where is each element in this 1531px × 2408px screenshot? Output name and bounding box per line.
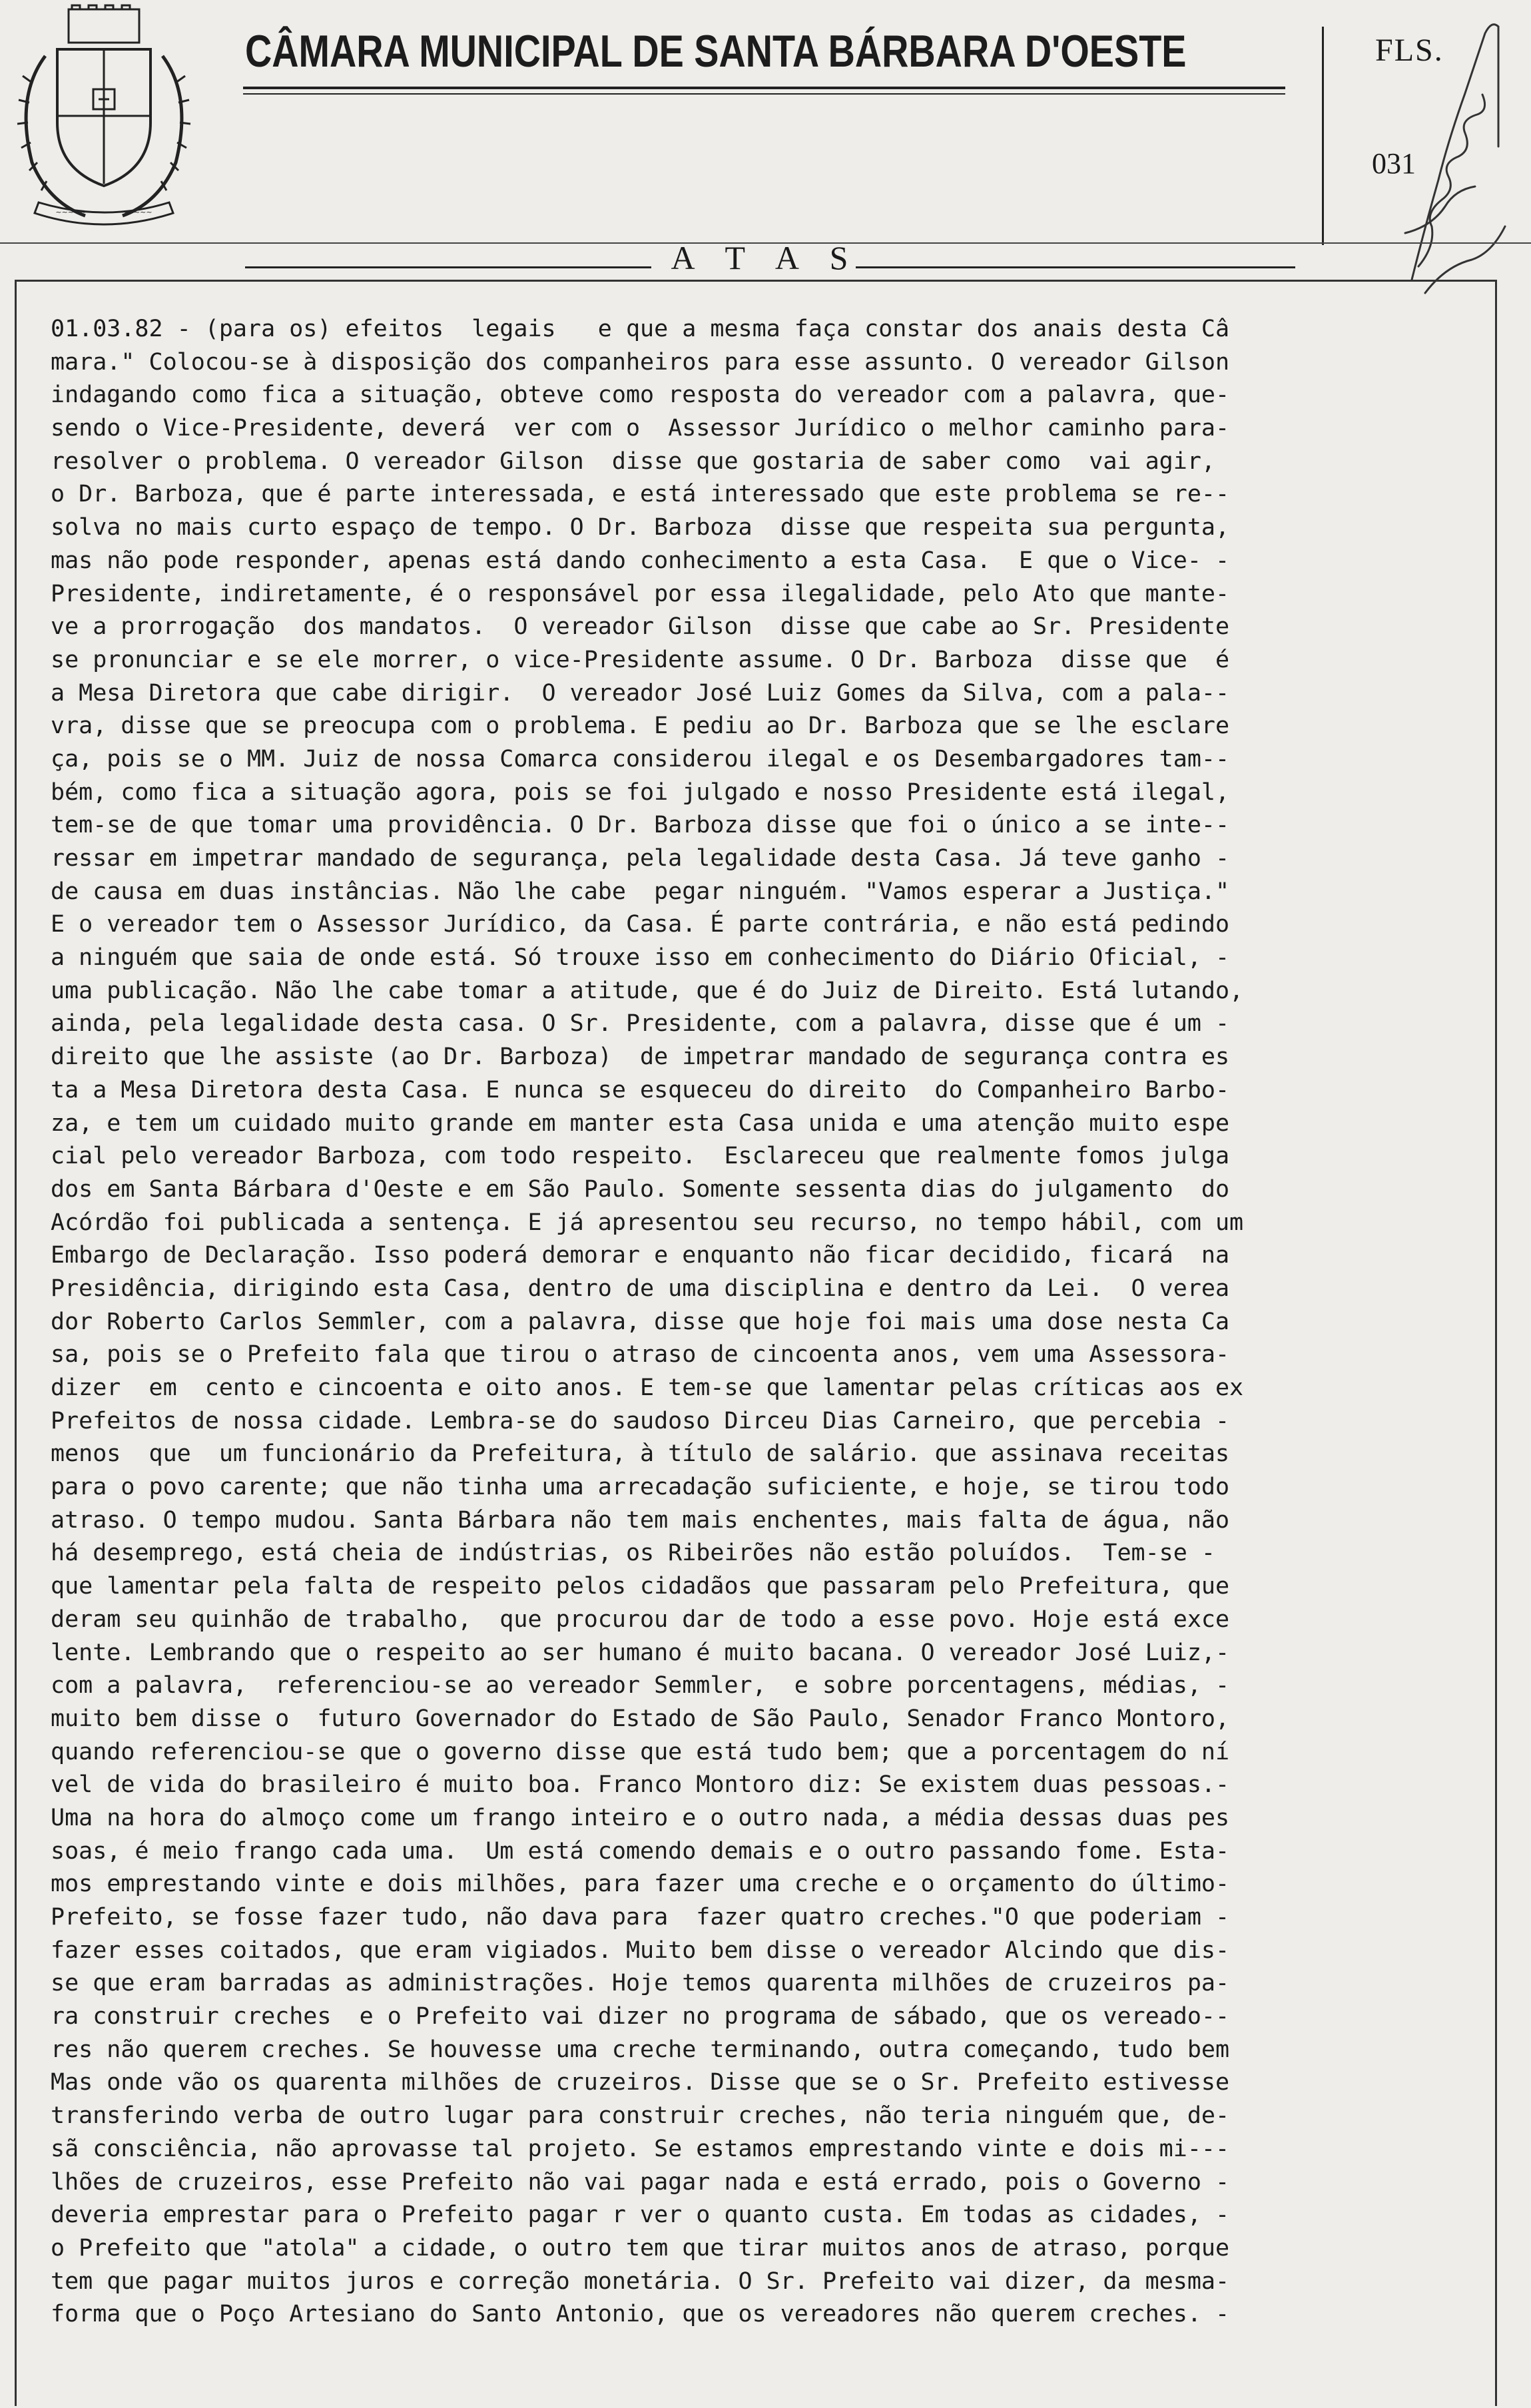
fls-label: FLS. (1375, 33, 1444, 68)
minutes-body (51, 313, 1476, 2331)
text-line: Presidência, dirigindo esta Casa, dentro de uma disciplina e dentro da Lei. O verea (51, 1275, 1230, 1302)
text-line: cial pelo vereador Barboza, com todo respeito. Esclareceu que realmente fomos julga (51, 1143, 1230, 1170)
text-line: a ninguém que saia de onde está. Só trouxe isso em conhecimento do Diário Oficial, - (51, 944, 1230, 972)
text-line: indagando como fica a situação, obteve como resposta do vereador com a palavra, que- (51, 382, 1230, 409)
text-line: deram seu quinhão de trabalho, que procurou dar de todo a esse povo. Hoje está exce (51, 1606, 1230, 1633)
text-line: Mas onde vão os quarenta milhões de cruzeiros. Disse que se o Sr. Prefeito estivesse (51, 2069, 1230, 2096)
text-line: Prefeitos de nossa cidade. Lembra-se do saudoso Dirceu Dias Carneiro, que percebia - (51, 1407, 1230, 1434)
text-line: ainda, pela legalidade desta casa. O Sr. Presidente, com a palavra, disse que é um - (51, 1010, 1230, 1038)
text-line: za, e tem um cuidado muito grande em manter esta Casa unida e uma atenção muito espe (51, 1109, 1230, 1137)
text-line: vra, disse que se preocupa com o problema. E pediu ao Dr. Barboza que se lhe esclare (51, 713, 1230, 740)
text-line: 01.03.82 - (para os) efeitos legais e que a mesma faça constar dos anais desta Câ (51, 316, 1230, 342)
text-line: a Mesa Diretora que cabe dirigir. O vereador José Luiz Gomes da Silva, com a pala-- (51, 679, 1230, 707)
section-title: A T A S (671, 239, 860, 276)
header-rule-thin (243, 93, 1285, 95)
text-line: sendo o Vice-Presidente, deverá ver com o Assessor Jurídico o melhor caminho para- (51, 415, 1230, 442)
text-line: mara." Colocou-se à disposição dos companheiros para esse assunto. O vereador Gilson (51, 348, 1230, 376)
text-line: Embargo de Declaração. Isso poderá demorar e enquanto não ficar decidido, ficará na (51, 1242, 1230, 1269)
text-line: mas não pode responder, apenas está dando conhecimento a esta Casa. E que o Vice- - (51, 547, 1230, 574)
text-line: Acórdão foi publicada a sentença. E já apresentou seu recurso, no tempo hábil, com um (51, 1209, 1244, 1236)
text-line: sa, pois se o Prefeito fala que tirou o atraso de cincoenta anos, vem uma Assessora- (51, 1341, 1230, 1368)
text-line: sã consciência, não aprovasse tal projeto. Se estamos emprestando vinte e dois mi--- (51, 2135, 1230, 2162)
text-line: atraso. O tempo mudou. Santa Bárbara não tem mais enchentes, mais falta de água, não (51, 1506, 1230, 1534)
text-line: ça, pois se o MM. Juiz de nossa Comarca considerou ilegal e os Desembargadores tam-- (51, 745, 1230, 772)
text-line: Uma na hora do almoço come um frango inteiro e o outro nada, a média dessas duas pes (51, 1804, 1230, 1831)
text-line: resolver o problema. O vereador Gilson disse que gostaria de saber como vai agir, (51, 448, 1215, 475)
text-line: com a palavra, referenciou-se ao vereador Semmler, e sobre porcentagens, médias, - (51, 1672, 1230, 1699)
text-line: solva no mais curto espaço de tempo. O Dr. Barboza disse que respeita sua pergunta, (51, 514, 1230, 541)
text-line: lente. Lembrando que o respeito ao ser humano é muito bacana. O vereador José Luiz,- (51, 1639, 1230, 1666)
text-line: E o vereador tem o Assessor Jurídico, da Casa. É parte contrária, e não está pedindo (51, 911, 1230, 938)
text-line: ra construir creches e o Prefeito vai dizer no programa de sábado, que os vereado-- (51, 2003, 1230, 2030)
text-line: mos emprestando vinte e dois milhões, para fazer uma creche e o orçamento do último- (51, 1871, 1230, 1898)
institution-title: CÂMARA MUNICIPAL DE SANTA BÁRBARA D'OESTE (245, 26, 1187, 77)
text-line: lhões de cruzeiros, esse Prefeito não vai pagar nada e está errado, pois o Governo - (51, 2168, 1230, 2196)
text-line: transferindo verba de outro lugar para construir creches, não teria ninguém que, de- (51, 2102, 1230, 2130)
text-line: deveria emprestar para o Prefeito pagar r ver o quanto custa. Em todas as cidades, - (51, 2202, 1230, 2229)
text-line: ta a Mesa Diretora desta Casa. E nunca se esqueceu do direito do Companheiro Barbo- (51, 1076, 1230, 1103)
text-line: uma publicação. Não lhe cabe tomar a atitude, que é do Juiz de Direito. Está lutando, (51, 977, 1244, 1004)
text-line: Presidente, indiretamente, é o responsável por essa ilegalidade, pelo Ato que mante- (51, 580, 1230, 607)
text-line: há desemprego, está cheia de indústrias, os Ribeirões não estão poluídos. Tem-se - (51, 1540, 1215, 1567)
text-line: que lamentar pela falta de respeito pelos cidadãos que passaram pelo Prefeitura, que (51, 1573, 1230, 1600)
text-line: soas, é meio frango cada uma. Um está comendo demais e o outro passando fome. Esta- (51, 1837, 1230, 1865)
header-rule (243, 87, 1285, 89)
coat-of-arms-icon (5, 3, 202, 242)
text-line: res não querem creches. Se houvesse uma creche terminando, outra começando, tudo bem (51, 2036, 1230, 2063)
text-line: Prefeito, se fosse fazer tudo, não dava para fazer quatro creches."O que poderiam - (51, 1904, 1230, 1931)
text-line: menos que um funcionário da Prefeitura, à título de salário. que assinava receitas (51, 1440, 1230, 1468)
text-line: ve a prorrogação dos mandatos. O vereador Gilson disse que cabe ao Sr. Presidente (51, 613, 1230, 641)
text-line: tem-se de que tomar uma providência. O Dr. Barboza disse que foi o único a se inte-- (51, 812, 1230, 839)
text-line: direito que lhe assiste (ao Dr. Barboza) de impetrar mandado de segurança contra es (51, 1044, 1230, 1071)
text-line: se pronunciar e se ele morrer, o vice-Presidente assume. O Dr. Barboza disse que é (51, 646, 1230, 673)
text-line: quando referenciou-se que o governo disse que está tudo bem; que a porcentagem do ní (51, 1738, 1230, 1765)
text-line: vel de vida do brasileiro é muito boa. Franco Montoro diz: Se existem duas pessoas.- (51, 1771, 1230, 1799)
svg-text:~~~~~ ~~~~~ ~~~~~: ~~~~~ ~~~~~ ~~~~~ (55, 208, 153, 216)
text-line: tem que pagar muitos juros e correção monetária. O Sr. Prefeito vai dizer, da mesma- (51, 2267, 1230, 2295)
page-number: 031 (1372, 147, 1416, 180)
text-line: dizer em cento e cincoenta e oito anos. E tem-se que lamentar pelas críticas aos ex (51, 1374, 1244, 1401)
text-line: de causa em duas instâncias. Não lhe cabe pegar ninguém. "Vamos esperar a Justiça." (51, 878, 1230, 905)
text-line: dor Roberto Carlos Semmler, com a palavra, disse que hoje foi mais uma dose nesta Ca (51, 1308, 1230, 1335)
text-line: o Dr. Barboza, que é parte interessada, e está interessado que este problema se re-- (51, 481, 1230, 508)
text-line: se que eram barradas as administrações. Hoje temos quarenta milhões de cruzeiros pa- (51, 1970, 1230, 1997)
text-line: bém, como fica a situação agora, pois se foi julgado e nosso Presidente está ilegal, (51, 778, 1230, 806)
text-line: para o povo carente; que não tinha uma arrecadação suficiente, e hoje, se tirou todo (51, 1474, 1230, 1501)
text-line: forma que o Poço Artesiano do Santo Antonio, que os vereadores não querem creches. - (51, 2301, 1230, 2328)
text-line: o Prefeito que "atola" a cidade, o outro tem que tirar muitos anos de atraso, porque (51, 2234, 1230, 2261)
text-line: fazer esses coitados, que eram vigiados. Muito bem disse o vereador Alcindo que dis- (51, 1937, 1230, 1964)
header-divider (1322, 27, 1324, 245)
text-line: dos em Santa Bárbara d'Oeste e em São Paulo. Somente sessenta dias do julgamento do (51, 1175, 1230, 1203)
text-line: muito bem disse o futuro Governador do Estado de São Paulo, Senador Franco Montoro, (51, 1705, 1230, 1732)
text-line: ressar em impetrar mandado de segurança, pela legalidade desta Casa. Já teve ganho - (51, 845, 1230, 872)
